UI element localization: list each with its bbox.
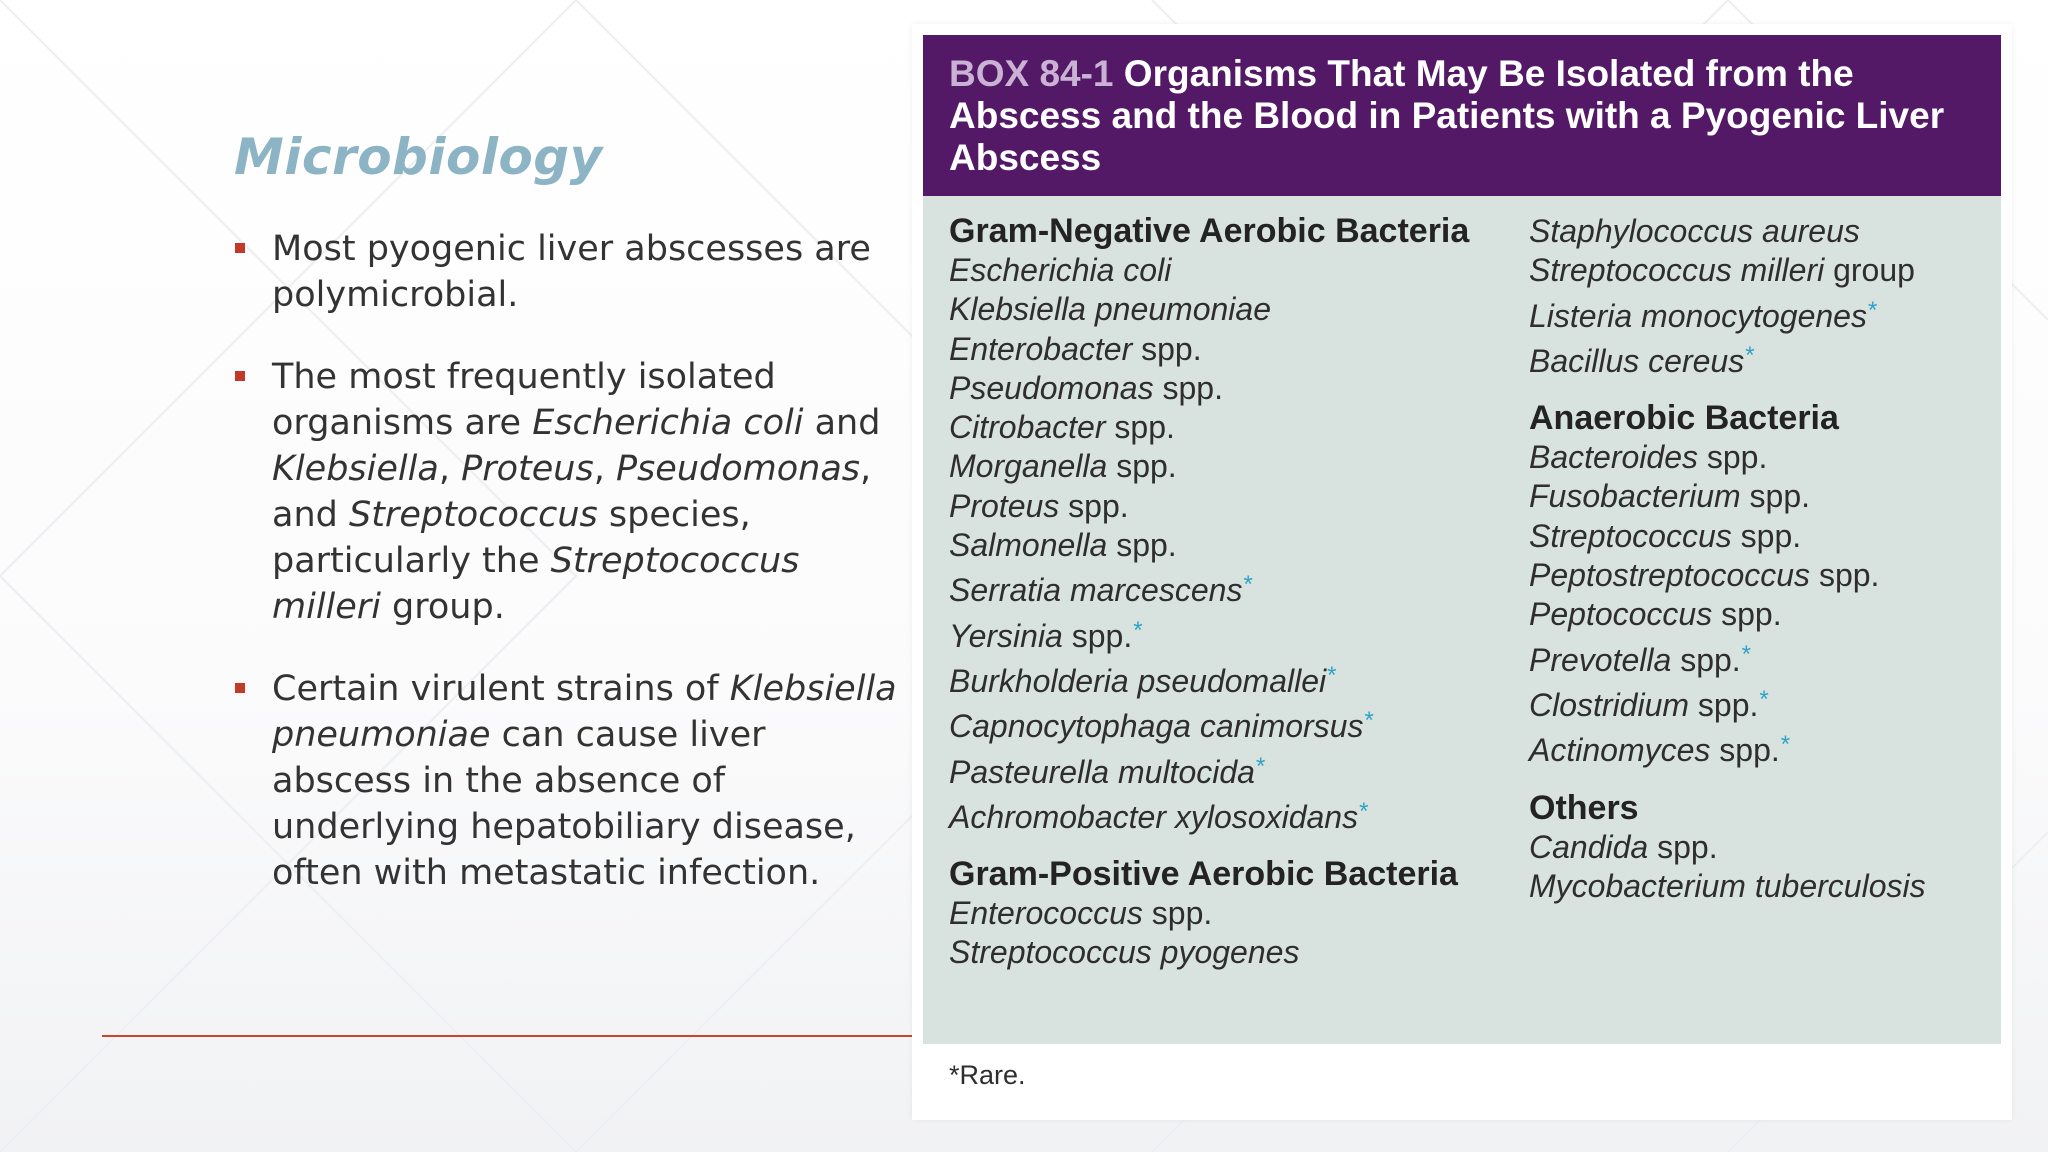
rare-marker: * [1867,296,1878,324]
organism-item [1529,556,1989,595]
organism-item [1529,725,1989,770]
organism-item [1529,336,1989,381]
organism-suffix: spp. [1740,478,1811,515]
organism-item [1529,438,1989,477]
organism-suffix: spp. [1712,596,1782,633]
organism-item [1529,867,1989,906]
organism-name: Bacteroides [1529,439,1698,476]
box-title: Organisms That May Be Isolated from the Abscess and the Blood in Patients with a Pyogenic Liver Abscess [949,53,1945,178]
organism-item [949,611,1489,656]
footnote: *Rare. [949,1060,1026,1090]
box-label: BOX 84-1 [949,53,1114,94]
organism-item [949,894,1489,933]
italic-term: Streptococcus [348,495,598,535]
organism-suffix: group [1824,252,1915,289]
organism-item [1529,291,1989,336]
organism-suffix: spp. [1105,409,1175,446]
organism-item [949,792,1489,837]
bullet-text [272,669,897,893]
organism-item [1529,828,1989,867]
organism-name: Escherichia coli [949,252,1172,288]
organism-item [949,487,1489,526]
section-heading: Anaerobic Bacteria [1529,399,1839,438]
bullet-text [272,229,871,315]
bullet-marker-icon [235,371,245,381]
organism-section [1529,789,1989,907]
organism-name: Staphylococcus aureus [1529,213,1860,249]
rare-marker: * [1780,731,1791,759]
text-run: The most frequently isolated organisms are [272,357,776,443]
rare-marker: * [1745,341,1755,369]
bullet-item [228,226,908,318]
organism-name: Bacillus cereus [1529,342,1745,379]
organism-suffix: spp. [1671,641,1741,678]
box-body [923,196,2001,1044]
bullet-list [228,226,908,932]
italic-term: Escherichia coli [532,403,804,443]
organism-item [949,408,1489,447]
italic-term: Proteus [461,449,594,489]
box-column-right [1529,212,1989,924]
text-run: Most pyogenic liver abscesses are polymicrobial. [272,229,871,315]
rare-marker: * [1133,616,1143,644]
organism-section [1529,399,1989,770]
text-run: , [438,449,462,489]
organism-suffix: spp. [1132,330,1202,367]
organism-item [949,565,1489,610]
organism-item [949,747,1489,792]
organism-section [1529,212,1989,381]
organism-name: Enterobacter [949,330,1133,367]
organism-suffix: spp. [1710,732,1780,769]
organism-item [949,251,1489,290]
organism-name: Streptococcus pyogenes [949,934,1300,971]
organism-name: Peptococcus [1529,596,1713,633]
organism-suffix: spp. [1107,527,1177,564]
rare-marker: * [1759,685,1769,713]
organism-suffix: spp. [1697,439,1768,476]
organism-list [1529,828,1989,907]
organism-suffix: spp. [1731,517,1802,554]
organism-list [949,251,1489,837]
rare-marker: * [1255,752,1266,780]
organism-name: Pasteurella multocida [949,753,1255,790]
rare-marker: * [1327,661,1337,689]
text-run: Certain virulent strains of [272,669,730,709]
box-column-left [949,212,1489,991]
organism-item [949,933,1489,972]
organism-suffix: spp. [1810,557,1880,594]
organism-name: Fusobacterium [1529,478,1741,515]
section-heading: Others [1529,788,1639,827]
organism-name: Achromobacter xylosoxidans [949,798,1359,835]
organism-name: Peptostreptococcus [1529,557,1811,594]
organism-item [1529,595,1989,634]
section-heading: Gram-Positive Aerobic Bacteria [949,855,1458,894]
organism-item [949,656,1489,701]
organism-name: Listeria monocytogenes [1529,297,1867,334]
organism-section [949,855,1489,973]
bullet-marker-icon [235,683,245,693]
italic-term: Streptococcus milleri [272,541,800,627]
box-header [923,35,2001,196]
organism-list [1529,212,1989,381]
organism-name: Proteus [949,487,1060,524]
bullet-marker-icon [235,243,245,253]
organism-name: Enterococcus [949,895,1143,932]
organism-name: Morganella [949,448,1108,485]
organism-suffix: spp. [1142,895,1213,932]
organism-name: Salmonella [949,527,1108,564]
text-run: , [593,449,616,489]
rare-marker: * [1741,640,1752,668]
text-run: species, particularly the [272,495,751,581]
slide-title: Microbiology [234,128,603,186]
organism-item [949,526,1489,565]
italic-term: Klebsiella pneumoniae [272,669,897,755]
organism-item [949,701,1489,746]
organism-name: Clostridium [1529,686,1690,723]
organism-item [1529,635,1989,680]
bullet-text [272,357,880,627]
organism-name: Mycobacterium tuberculosis [1529,867,1926,904]
text-run: and [803,403,881,443]
bullet-item [228,354,908,630]
organism-item [949,447,1489,486]
section-heading: Gram-Negative Aerobic Bacteria [949,212,1470,250]
organism-name: Candida [1529,828,1649,865]
text-run: can cause liver abscess in the absence of underlying hepatobiliary disease, often with metastatic infection. [272,715,856,893]
organism-item [1529,680,1989,725]
italic-term: Pseudomonas [615,449,861,489]
organism-list [949,894,1489,973]
organism-section [949,212,1489,837]
rare-marker: * [1364,707,1374,735]
organism-item [1529,477,1989,516]
organism-item [1529,251,1989,290]
organism-item [1529,517,1989,556]
divider-line [102,1035,912,1037]
organism-item [1529,212,1989,251]
text-run: group. [380,587,505,627]
organism-suffix: spp. [1689,686,1759,723]
organism-item [949,330,1489,369]
text-run: , and [272,449,872,535]
rare-marker: * [1243,571,1253,599]
organism-list [1529,438,1989,770]
organism-suffix: spp. [1153,369,1223,406]
organism-suffix: spp. [1062,617,1133,654]
organism-suffix: spp. [1648,828,1718,865]
organism-name: Prevotella [1529,641,1672,678]
organism-name: Pseudomonas [949,369,1154,406]
organism-name: Capnocytophaga canimorsus [949,708,1364,745]
organism-name: Citrobacter [949,409,1106,446]
organism-suffix: spp. [1059,487,1129,524]
organism-name: Burkholderia pseudomallei [949,662,1327,699]
organism-name: Actinomyces [1529,732,1711,769]
organism-name: Klebsiella pneumoniae [949,291,1271,328]
italic-term: Klebsiella [272,449,439,489]
organism-name: Streptococcus milleri [1529,252,1825,289]
organism-item [949,290,1489,329]
organism-name: Serratia marcescens [949,572,1243,609]
organism-item [949,369,1489,408]
bullet-item [228,666,908,896]
organism-name: Yersinia [949,617,1063,654]
organism-name: Streptococcus [1529,517,1732,554]
organism-suffix: spp. [1107,448,1177,485]
rare-marker: * [1359,797,1369,825]
